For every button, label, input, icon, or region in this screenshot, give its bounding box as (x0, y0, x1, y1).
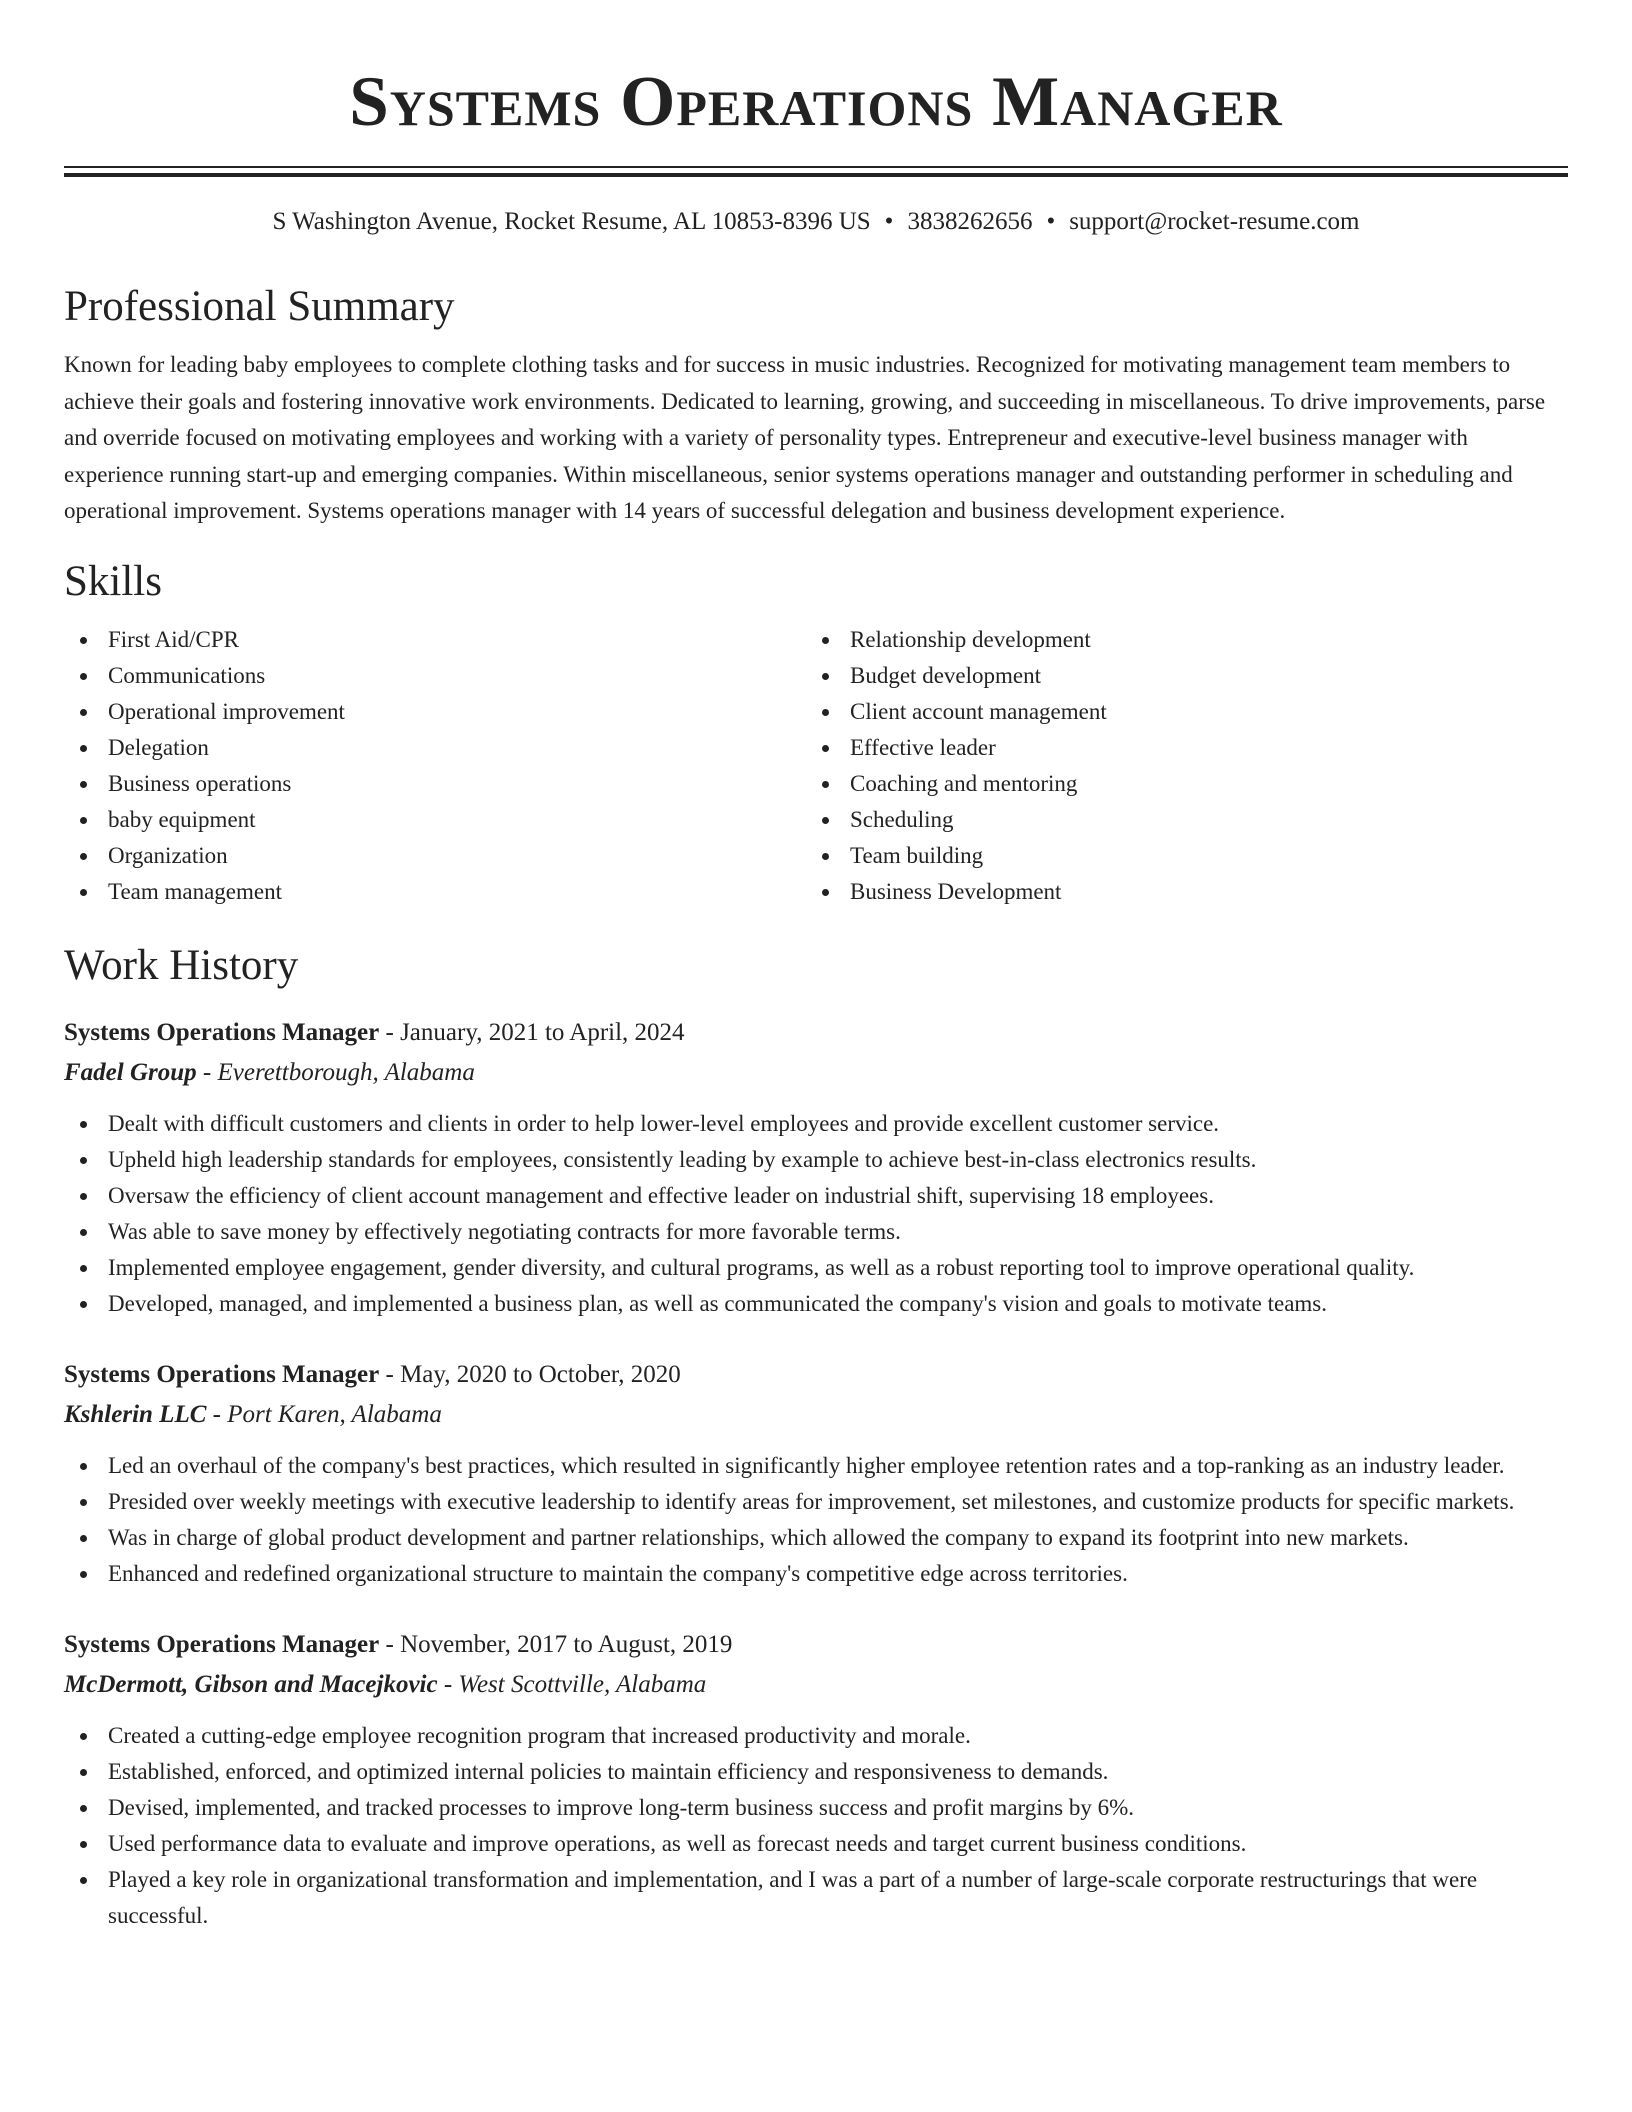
job-bullet: Established, enforced, and optimized internal policies to maintain efficiency and responsiveness to demands. (64, 1754, 1568, 1790)
summary-text: Known for leading baby employees to complete clothing tasks and for success in music industries. Recognized for motivating management team members to achieve their goals and fostering innovative work environments. Dedicated to learning, growing, and succeeding in miscellaneous. To drive improvements, parse and override focused on motivating employees and working with a variety of personality types. Entrepreneur and executive-level business manager with experience running start-up and emerging companies. Within miscellaneous, senior systems operations manager and outstanding performer in scheduling and operational improvement. Systems operations manager with 14 years of successful delegation and business development experience. (64, 352, 1546, 523)
job-title-line (64, 1626, 1568, 1664)
job-title-line (64, 1014, 1568, 1052)
dash: - (379, 1360, 401, 1388)
job-bullets (64, 1718, 1568, 1934)
skill-item: baby equipment (64, 802, 806, 838)
job-bullet: Was able to save money by effectively negotiating contracts for more favorable terms. (64, 1214, 1568, 1250)
job-title-line (64, 1356, 1568, 1394)
contact-address: S Washington Avenue, Rocket Resume, AL 10853-8396 US (272, 208, 871, 235)
job-entry (64, 1356, 1568, 1592)
company-location: Port Karen, Alabama (227, 1400, 442, 1428)
skill-item: Budget development (806, 658, 1548, 694)
contact-phone: 3838262656 (907, 208, 1033, 235)
job-bullets (64, 1448, 1568, 1592)
skill-item: Business Development (806, 874, 1548, 910)
company-name: Fadel Group (64, 1058, 197, 1086)
dash: - (379, 1018, 401, 1046)
job-entry (64, 1014, 1568, 1322)
skill-item: Organization (64, 838, 806, 874)
contact-separator: • (1046, 208, 1056, 235)
skills-columns (64, 622, 1568, 910)
company-name: McDermott, Gibson and Macejkovic (64, 1670, 438, 1698)
job-role: Systems Operations Manager (64, 1630, 380, 1658)
company-name: Kshlerin LLC (64, 1400, 207, 1428)
skills-heading: Skills (64, 557, 162, 605)
skill-item: Effective leader (806, 730, 1548, 766)
job-bullet: Used performance data to evaluate and improve operations, as well as forecast needs and target current business conditions. (64, 1826, 1568, 1862)
company-line (64, 1054, 1568, 1092)
skills-right-column (806, 622, 1548, 910)
job-bullets (64, 1106, 1568, 1322)
job-role: Systems Operations Manager (64, 1018, 380, 1046)
skill-item: Operational improvement (64, 694, 806, 730)
job-entry (64, 1626, 1568, 1934)
job-bullet: Developed, managed, and implemented a business plan, as well as communicated the company's vision and goals to motivate teams. (64, 1286, 1568, 1322)
skill-item: Relationship development (806, 622, 1548, 658)
company-line (64, 1396, 1568, 1434)
job-bullet: Upheld high leadership standards for employees, consistently leading by example to achieve best-in-class electronics results. (64, 1142, 1568, 1178)
dash: - (196, 1058, 218, 1086)
skill-item: Team building (806, 838, 1548, 874)
job-bullet: Oversaw the efficiency of client account management and effective leader on industrial shift, supervising 18 employees. (64, 1178, 1568, 1214)
job-dates: May, 2020 to October, 2020 (400, 1360, 681, 1388)
summary-heading: Professional Summary (64, 283, 455, 330)
job-bullet: Was in charge of global product development and partner relationships, which allowed the company to expand its footprint into new markets. (64, 1520, 1568, 1556)
job-bullet: Created a cutting-edge employee recognition program that increased productivity and morale. (64, 1718, 1568, 1754)
skill-item: First Aid/CPR (64, 622, 806, 658)
company-location: Everettborough, Alabama (217, 1058, 475, 1086)
company-location: West Scottville, Alabama (458, 1670, 707, 1698)
skill-item: Scheduling (806, 802, 1548, 838)
contact-line (64, 205, 1568, 239)
job-dates: January, 2021 to April, 2024 (400, 1018, 685, 1046)
dash: - (379, 1630, 401, 1658)
skill-item: Coaching and mentoring (806, 766, 1548, 802)
resume-name: Systems Operations Manager (349, 63, 1283, 141)
skill-item: Business operations (64, 766, 806, 802)
skill-item: Delegation (64, 730, 806, 766)
job-bullet: Implemented employee engagement, gender diversity, and cultural programs, as well as a robust reporting tool to improve operational quality. (64, 1250, 1568, 1286)
job-bullet: Led an overhaul of the company's best practices, which resulted in significantly higher employee retention rates and a top-ranking as an industry leader. (64, 1448, 1568, 1484)
contact-separator: • (884, 208, 894, 235)
job-bullet: Enhanced and redefined organizational structure to maintain the company's competitive edge across territories. (64, 1556, 1568, 1592)
dash: - (437, 1670, 459, 1698)
skill-item: Client account management (806, 694, 1548, 730)
header-divider (64, 166, 1568, 177)
company-line (64, 1666, 1568, 1704)
work-history-heading: Work History (64, 941, 299, 989)
dash: - (206, 1400, 228, 1428)
skill-item: Team management (64, 874, 806, 910)
job-bullet: Devised, implemented, and tracked processes to improve long-term business success and profit margins by 6%. (64, 1790, 1568, 1826)
job-bullet: Played a key role in organizational transformation and implementation, and I was a part of a number of large-scale corporate restructurings that were successful. (64, 1862, 1568, 1934)
contact-email: support@rocket-resume.com (1069, 208, 1360, 235)
job-dates: November, 2017 to August, 2019 (400, 1630, 733, 1658)
job-bullet: Dealt with difficult customers and clients in order to help lower-level employees and provide excellent customer service. (64, 1106, 1568, 1142)
job-bullet: Presided over weekly meetings with executive leadership to identify areas for improvement, set milestones, and customize products for specific markets. (64, 1484, 1568, 1520)
skill-item: Communications (64, 658, 806, 694)
skills-left-column (64, 622, 806, 910)
job-role: Systems Operations Manager (64, 1360, 380, 1388)
